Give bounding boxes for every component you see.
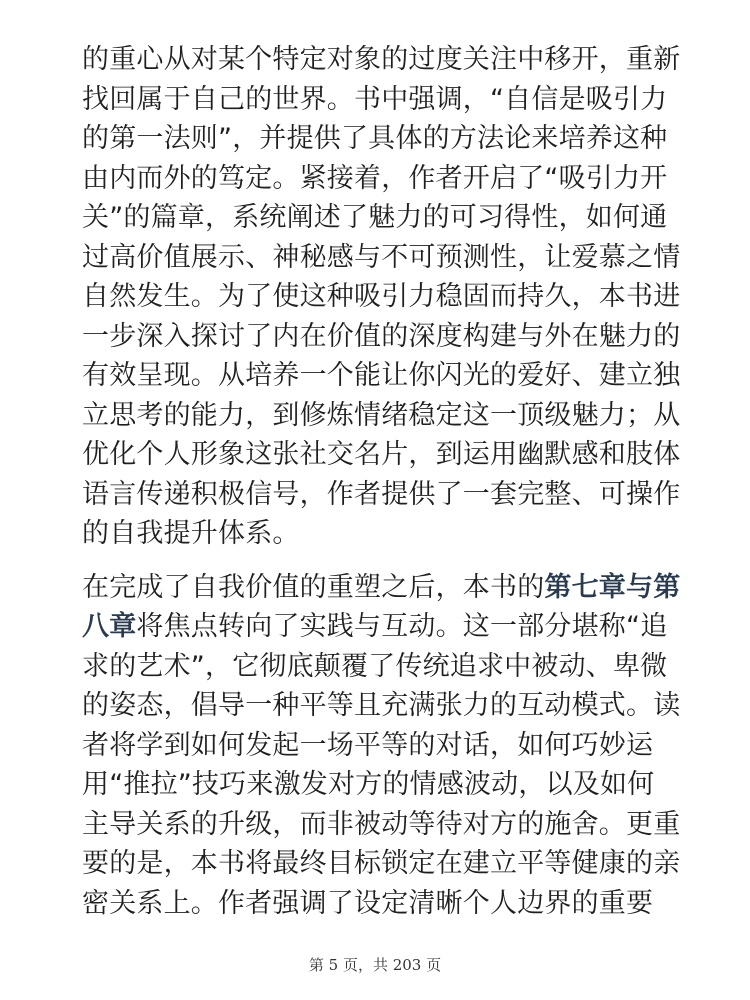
text-line: 的姿态，倡导一种平等且充满张力的互动模式。读 — [82, 690, 681, 721]
text-line: 用“推拉”技巧来激发对方的情感波动，以及如何 — [82, 769, 655, 800]
bold-chapter-reference: 第七章与第 — [544, 571, 681, 603]
text-line: 在完成了自我价值的重塑之后，本书的第七章与第 — [82, 571, 681, 603]
text-line: 主导关系的升级，而非被动等待对方的施舍。更重 — [82, 808, 681, 840]
text-line: 密关系上。作者强调了设定清晰个人边界的重要 — [82, 887, 654, 919]
text-line: 找回属于自己的世界。书中强调，“自信是吸引力 — [82, 83, 668, 115]
text-line: 八章将焦点转向了实践与互动。这一部分堪称“追 — [82, 611, 668, 642]
text-line: 一步深入探讨了内在价值的深度构建与外在魅力的 — [82, 320, 681, 352]
text-line: 要的是，本书将最终目标锁定在建立平等健康的亲 — [82, 848, 681, 879]
page-content — [82, 40, 681, 960]
text-line: 有效呈现。从培养一个能让你闪光的爱好、建立独 — [82, 360, 681, 391]
page-number-footer: 第 5 页，共 203 页 — [308, 956, 442, 974]
text-line: 立思考的能力，到修炼情绪稳定这一顶级魅力；从 — [82, 399, 681, 431]
paragraph-1 — [82, 40, 681, 554]
text-line: 自然发生。为了使这种吸引力稳固而持久，本书进 — [82, 281, 681, 312]
text-line: 的重心从对某个特定对象的过度关注中移开，重新 — [82, 44, 681, 75]
text-line: 求的艺术”，它彻底颠覆了传统追求中被动、卑微 — [82, 650, 668, 682]
text-line: 语言传递积极信号，作者提供了一套完整、可操作 — [82, 478, 681, 510]
text-line: 过高价值展示、神秘感与不可预测性，让爱慕之情 — [82, 241, 681, 273]
paragraph-2 — [82, 568, 681, 924]
bold-chapter-reference: 八章 — [82, 611, 137, 642]
text-line: 关”的篇章，系统阐述了魅力的可习得性，如何通 — [82, 202, 668, 233]
text-line: 者将学到如何发起一场平等的对话，如何巧妙运 — [82, 729, 654, 761]
text-line: 优化个人形象这张社交名片，到运用幽默感和肢体 — [82, 439, 681, 470]
text-line: 的自我提升体系。 — [82, 518, 300, 549]
text-line: 由内而外的笃定。紧接着，作者开启了“吸引力开 — [82, 162, 668, 194]
text-line: 的第一法则”，并提供了具体的方法论来培养这种 — [82, 123, 668, 154]
